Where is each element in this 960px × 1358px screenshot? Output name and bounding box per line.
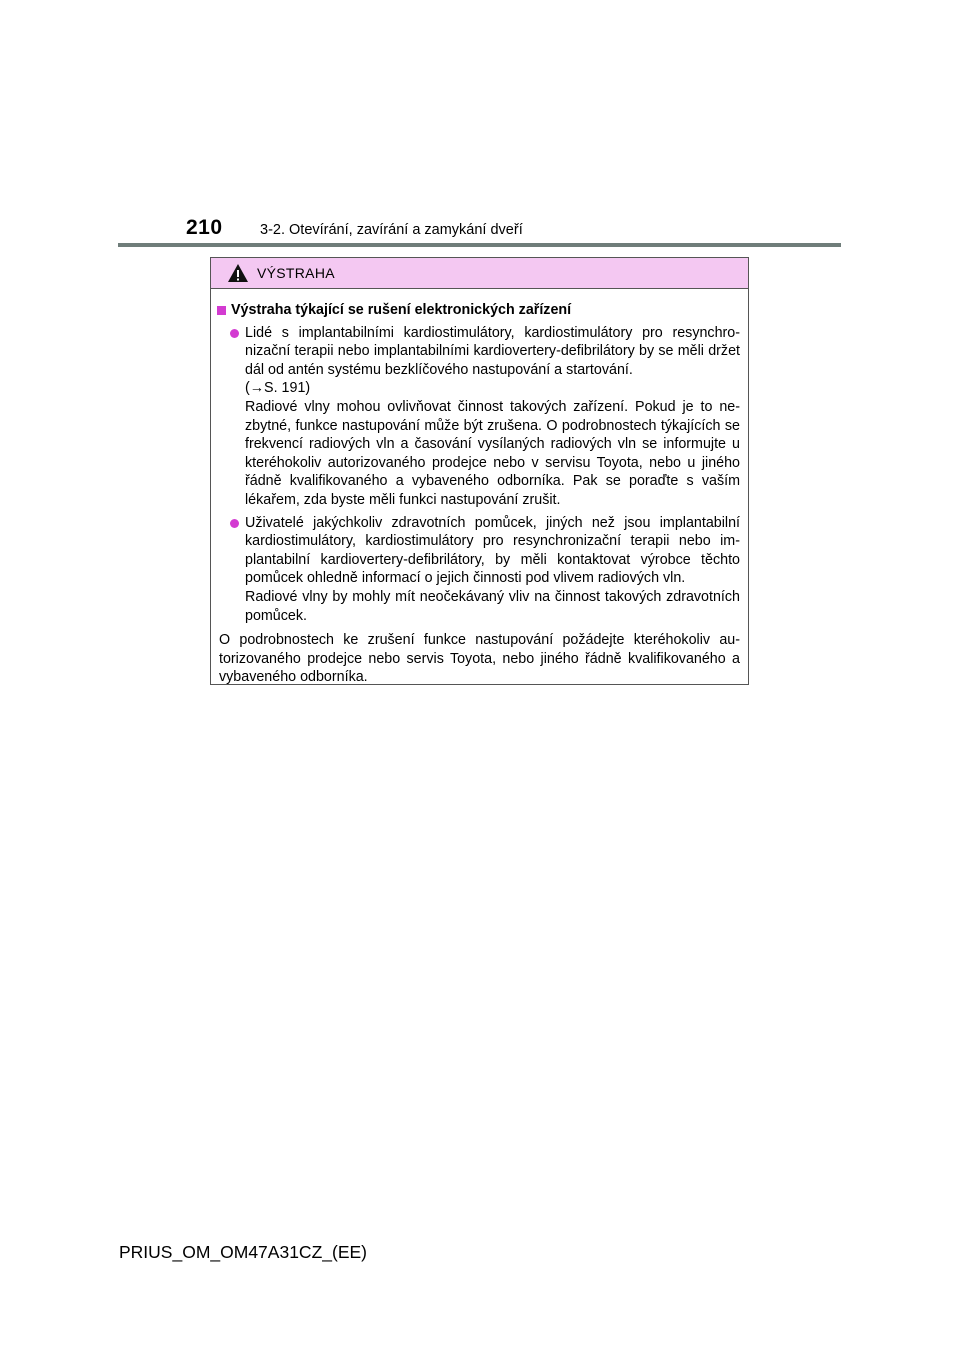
page-number: 210 [186,216,223,239]
warning-label: VÝSTRAHA [257,265,335,281]
page-reference: (→S. 191) [245,380,311,397]
warning-header [211,258,748,289]
warning-body [211,289,748,687]
closing-paragraph: O podrobnostech ke zrušení funkce nastupování požádejte kteréhokoliv autorizovaného prodejce nebo servis Toyota, nebo jiného řádně kvalifikovaného a vybaveného odborníka. [219,632,740,686]
paragraph: Radiové vlny by mohly mít neočekávaný vliv na činnost takových zdravotních pomůcek. [245,588,740,624]
header-rule [118,243,841,247]
circle-bullet-icon [230,329,239,338]
paragraph: Radiové vlny mohou ovlivňovat činnost takových zařízení. Pokud je to nezbytné, funkce nastupování může být zrušena. O podrobnostech týkajících se frekvencí radiových vln a časování vysílaných radiových vln se informujte u kteréhokoliv autorizovaného prodejce nebo v servisu Toyota, nebo u jiného řádně kvalifikovaného a vybaveného odborníka. Pak se poraďte s vaším lékařem, zda byste měli funkci nastupování zrušit. [245,398,740,508]
circle-bullet-icon [230,519,239,528]
list-item [217,324,740,510]
list-item-text [245,514,740,626]
warning-heading: Výstraha týkající se rušení elektronických zařízení [231,302,572,318]
warning-subheading [217,301,740,320]
section-title: 3-2. Otevírání, zavírání a zamykání dveří [260,222,523,238]
warning-box [210,257,749,685]
paragraph: Lidé s implantabilními kardiostimulátory, kardiostimulátory pro resynchronizační terapii nebo implantabilními kardiovertery-defibrilátory by se měli držet dál od antén systému bezklíčového nastupování a startování. [245,324,740,378]
list-item [217,514,740,626]
warning-triangle-icon [227,263,249,283]
paragraph: Uživatelé jakýchkoliv zdravotních pomůcek, jiných než jsou implantabilní kardiostimulátory, kardiostimulátory pro resynchronizační terapii nebo implantabilní kardiovertery-defibrilátory, by měli kontaktovat výrobce těchto pomůcek ohledně informací o jejich činnosti pod vlivem radiových vln. [245,514,740,587]
square-bullet-icon [217,306,226,315]
list-item-text [245,324,740,510]
document-code: PRIUS_OM_OM47A31CZ_(EE) [119,1242,367,1262]
